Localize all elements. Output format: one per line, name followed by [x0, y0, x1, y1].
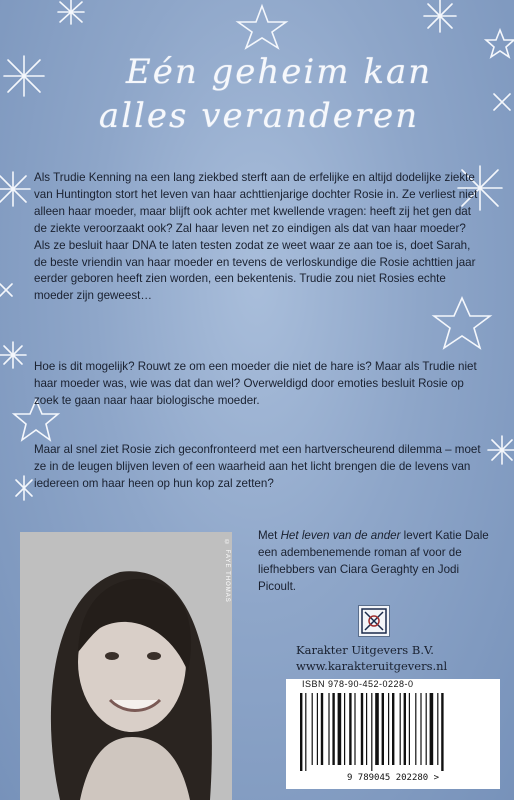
barcode-bar	[328, 693, 329, 765]
book-title-italic: Het leven van de ander	[280, 529, 401, 542]
barcode-bar	[332, 693, 334, 765]
barcode-bar	[409, 693, 410, 765]
sparkle-star-icon	[16, 476, 32, 500]
blurb-p4-post: levert Katie Dale een adembenemende roman af voor de liefhebbers van Ciara Geraghty en Jodi Picoult.	[258, 529, 489, 593]
photo-credit: © FAYE THOMAS	[224, 540, 230, 603]
outline-star-icon	[434, 298, 490, 348]
barcode-bar	[349, 693, 351, 765]
barcode-bar	[426, 693, 427, 765]
blurb-p4-pre: Met	[258, 529, 281, 542]
sparkle-star-icon	[0, 342, 26, 368]
barcode-icon	[298, 693, 488, 771]
sparkle-star-icon	[0, 172, 30, 206]
barcode-bar	[317, 693, 318, 765]
barcode-bar	[375, 693, 379, 765]
publisher-website: www.karakteruitgevers.nl	[296, 659, 448, 673]
barcode-bar	[441, 693, 443, 771]
barcode-bar	[312, 693, 313, 765]
sparkle-star-icon	[58, 0, 84, 24]
barcode-bar	[338, 693, 342, 765]
barcode-bar	[404, 693, 406, 765]
isbn-barcode-box	[286, 679, 500, 789]
barcode-bar	[300, 693, 302, 771]
blurb-paragraph-2: Hoe is dit mogelijk? Rouwt ze om een moeder die niet de hare is? Maar als Trudie niet haar moeder was, wie was dat dan wel? Overweldigd door emoties besluit Rosie op zoek te gaan naar haar biologische moeder.	[34, 360, 477, 407]
sparkle-star-icon	[488, 436, 514, 464]
barcode-bar	[415, 693, 416, 765]
barcode-bar	[400, 693, 401, 765]
barcode-bar	[437, 693, 438, 765]
barcode-bar	[392, 693, 394, 765]
barcode-bar	[388, 693, 389, 765]
barcode-bar	[366, 693, 367, 765]
barcode-bar	[371, 693, 372, 771]
publisher-name: Karakter Uitgevers B.V.	[296, 643, 434, 657]
tagline-line-2: alles veranderen	[98, 96, 420, 136]
tagline-line-1: Eén geheim kan	[125, 52, 433, 92]
barcode-bar	[321, 693, 323, 765]
isbn-label: ISBN 978-90-452-0228-0	[302, 679, 414, 689]
outline-star-icon	[238, 6, 286, 48]
publisher-info	[296, 642, 496, 674]
barcode-bar	[420, 693, 421, 765]
blurb-paragraph-1: Als Trudie Kenning na een lang ziekbed sterft aan de erfelijke en altijd dodelijke ziekte van Huntington stort het leven van haar achttienjarige dochter Rosie in. Ze verliest niet alleen haar moeder, maar blijft ook achter met kwellende vragen: heeft zij het gen dat de ziekte veroorzaakt ook? Zal haar leven net zo eindigen als dat van haar moeder? Als ze besluit haar DNA te laten testen zodat ze weet waar ze aan toe is, doet Sarah, de beste vriendin van haar moeder en tevens de verloskundige die Rosie achttien jaar eerder geboren heeft zien worden, een bekentenis. Trudie zou niet Rosies echte moeder zijn geweest…	[34, 171, 478, 303]
barcode-bar	[305, 693, 306, 771]
isbn-digits: 9 789045 202280 >	[346, 773, 440, 783]
barcode-bar	[382, 693, 384, 765]
barcode-bar	[430, 693, 434, 765]
barcode-bar	[354, 693, 355, 765]
blurb-paragraph-4	[258, 528, 490, 596]
barcode-bar	[344, 693, 345, 765]
sparkle-star-icon	[424, 0, 456, 32]
sparkle-star-icon	[0, 284, 12, 296]
barcode-bar	[361, 693, 363, 765]
blurb-paragraph-3: Maar al snel ziet Rosie zich geconfronteerd met een hartverscheurend dilemma – moet ze in de leugen blijven leven of een waarheid aan het licht brengen die de levens van iedereen om haar heen op hun kop zal zetten?	[34, 443, 481, 490]
author-photo	[20, 532, 232, 800]
author-portrait-illustration	[20, 532, 232, 800]
publisher-logo	[358, 605, 390, 637]
